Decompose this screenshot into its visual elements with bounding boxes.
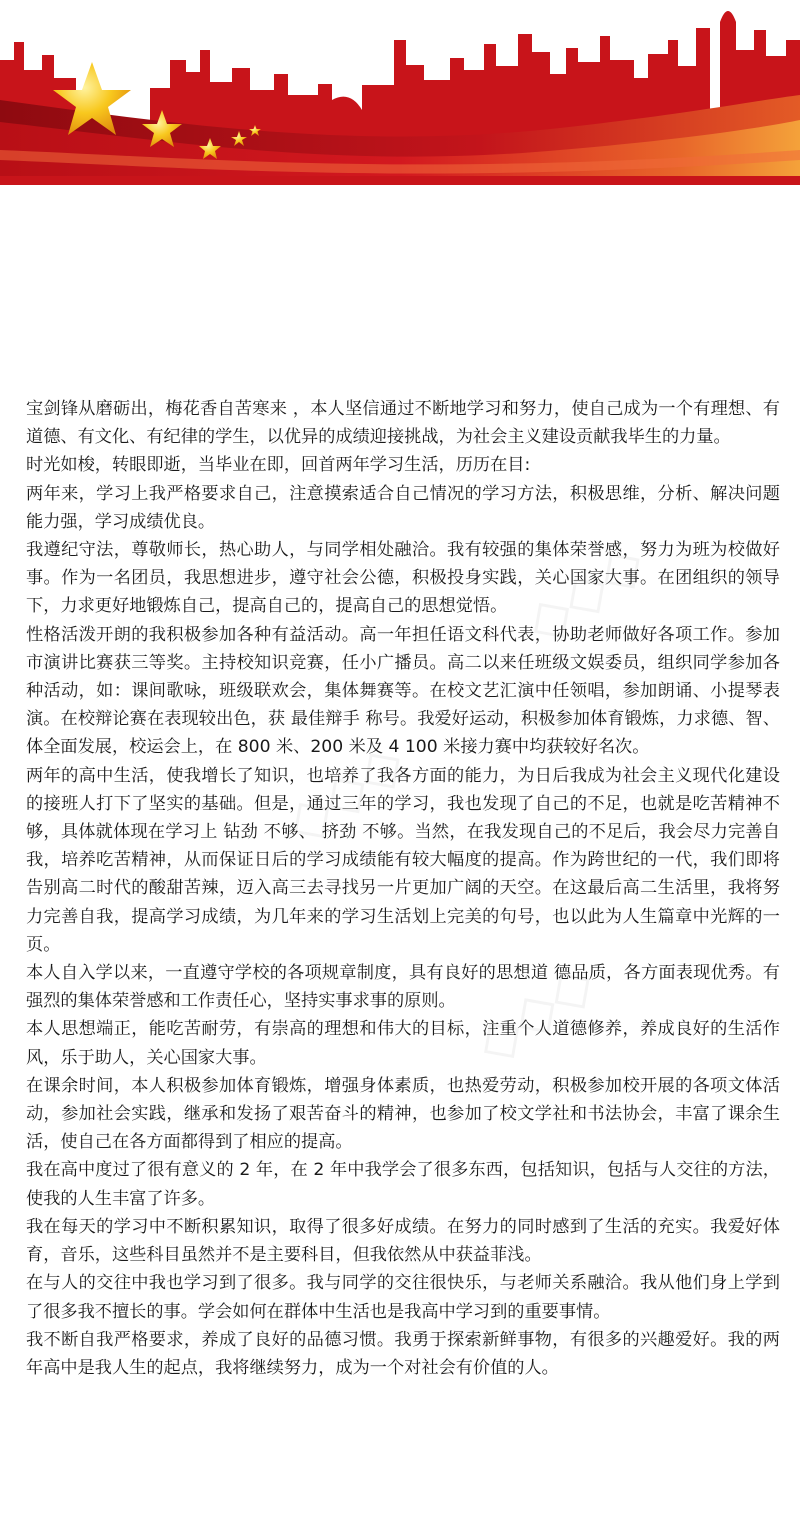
paragraph: 本人思想端正，能吃苦耐劳，有崇高的理想和伟大的目标，注重个人道德修养，养成良好的生活作风，乐于助人，关心国家大事。	[26, 1019, 780, 1068]
paragraph: 在课余时间，本人积极参加体育锻炼，增强身体素质，也热爱劳动，积极参加校开展的各项文体活动，参加社会实践，继承和发扬了艰苦奋斗的精神，也参加了校文学社和书法协会，丰富了课余生活，使自己在各方面都得到了相应的提高。	[26, 1075, 780, 1153]
paragraph: 宝剑锋从磨砺出，梅花香自苦寒来 ，本人坚信通过不断地学习和努力，使自己成为一个有理想、有道德、有文化、有纪律的学生，以优异的成绩迎接挑战，为社会主义建设贡献我毕生的力量。	[26, 399, 780, 448]
header-banner	[0, 0, 800, 185]
paragraph: 我不断自我严格要求，养成了良好的品德习惯。我勇于探索新鲜事物，有很多的兴趣爱好。我的两年高中是我人生的起点，我将继续努力，成为一个对社会有价值的人。	[26, 1329, 780, 1378]
article-body	[26, 395, 780, 1382]
paragraph: 本人自入学以来，一直遵守学校的各项规章制度，具有良好的思想道 德品质，各方面表现优秀。有强烈的集体荣誉感和工作责任心，坚持实事求事的原则。	[26, 963, 780, 1012]
paragraph: 我在每天的学习中不断积累知识，取得了很多好成绩。在努力的同时感到了生活的充实。我爱好体育，音乐，这些科目虽然并不是主要科目，但我依然从中获益菲浅。	[26, 1216, 780, 1266]
paragraph: 性格活泼开朗的我积极参加各种有益活动。高一年担任语文科代表，协助老师做好各项工作。参加市演讲比赛获三等奖。主持校知识竞赛，任小广播员。高二以来任班级文娱委员，组织同学参加各种活动，如：课间歌咏，班级联欢会，集体舞赛等。在校文艺汇演中任领唱，参加朗诵、小提琴表演。在校辩论赛在表现较出色，获 最佳辩手 称号。我爱好运动，积极参加体育锻炼，力求德、智、体全面发展，校运会上，在 800 米、200 米及 4 100 米接力赛中均获较好名次。	[26, 624, 780, 758]
paragraph: 两年来，学习上我严格要求自己，注意摸索适合自己情况的学习方法，积极思维，分析、解决问题能力强，学习成绩优良。	[26, 483, 780, 532]
paragraph: 我遵纪守法，尊敬师长，热心助人，与同学相处融洽。我有较强的集体荣誉感，努力为班为校做好事。作为一名团员，我思想进步，遵守社会公德，积极投身实践，关心国家大事。在团组织的领导下，力求更好地锻炼自己，提高自己的，提高自己的思想觉悟。	[26, 540, 780, 617]
paragraph: 两年的高中生活，使我增长了知识，也培养了我各方面的能力，为日后我成为社会主义现代化建设的接班人打下了坚实的基础。但是，通过三年的学习，我也发现了自己的不足，也就是吃苦精神不够，具体就体现在学习上 钻劲 不够、 挤劲 不够。当然，在我发现自己的不足后，我会尽力完善自我，培养吃苦精神，从而保证日后的学习成绩能有较大幅度的提高。作为跨世纪的一代，我们即将告别高二时代的酸甜苦辣，迈入高三去寻找另一片更加广阔的天空。在这最后高二生活里，我将努力完善自我，提高学习成绩，为几年来的学习生活划上完美的句号，也以此为人生篇章中光辉的一页。	[26, 765, 780, 955]
paragraph: 在与人的交往中我也学习到了很多。我与同学的交往很快乐，与老师关系融洽。我从他们身上学到了很多我不擅长的事。学会如何在群体中生活也是我高中学习到的重要事情。	[26, 1273, 780, 1322]
paragraph: 我在高中度过了很有意义的 2 年，在 2 年中我学会了很多东西，包括知识，包括与人交往的方法，使我的人生丰富了许多。	[26, 1160, 780, 1209]
paragraph: 时光如梭，转眼即逝，当毕业在即，回首两年学习生活，历历在目:	[26, 455, 531, 476]
banner-graphic	[0, 0, 800, 185]
